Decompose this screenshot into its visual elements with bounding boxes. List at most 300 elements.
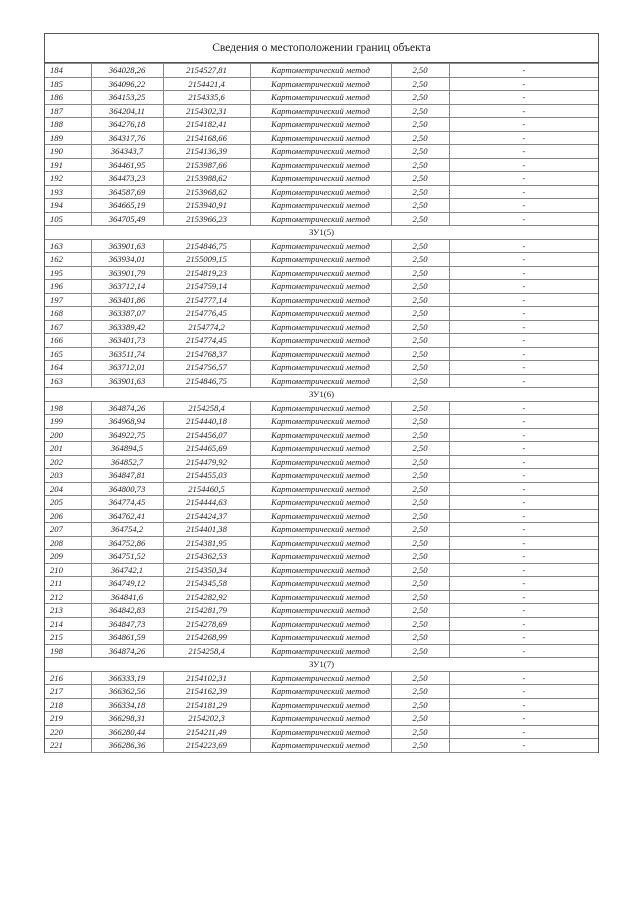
note-cell: - xyxy=(449,536,598,550)
point-number-cell: 208 xyxy=(45,536,91,550)
coord-x-cell: 363401,86 xyxy=(91,293,163,307)
point-number-cell: 165 xyxy=(45,347,91,361)
method-cell: Картометрический метод xyxy=(250,280,391,294)
coord-y-cell: 2153988,62 xyxy=(163,172,250,186)
table-row xyxy=(45,698,598,712)
coord-x-cell: 366334,18 xyxy=(91,698,163,712)
table-row xyxy=(45,118,598,132)
note-cell: - xyxy=(449,617,598,631)
coord-x-cell: 364762,41 xyxy=(91,509,163,523)
method-cell: Картометрический метод xyxy=(250,320,391,334)
note-cell: - xyxy=(449,199,598,213)
coord-y-cell: 2154465,69 xyxy=(163,442,250,456)
accuracy-cell: 2,50 xyxy=(391,482,449,496)
method-cell: Картометрический метод xyxy=(250,671,391,685)
coord-y-cell: 2154768,37 xyxy=(163,347,250,361)
note-cell: - xyxy=(449,293,598,307)
point-number-cell: 203 xyxy=(45,469,91,483)
coord-x-cell: 363901,63 xyxy=(91,374,163,388)
method-cell: Картометрический метод xyxy=(250,361,391,375)
coord-y-cell: 2154401,38 xyxy=(163,523,250,537)
note-cell: - xyxy=(449,172,598,186)
point-number-cell: 198 xyxy=(45,644,91,658)
point-number-cell: 221 xyxy=(45,739,91,753)
note-cell: - xyxy=(449,496,598,510)
point-number-cell: 204 xyxy=(45,482,91,496)
coord-y-cell: 2154258,4 xyxy=(163,401,250,415)
note-cell: - xyxy=(449,64,598,78)
note-cell: - xyxy=(449,469,598,483)
method-cell: Картометрический метод xyxy=(250,496,391,510)
coord-y-cell: 2154162,39 xyxy=(163,685,250,699)
method-cell: Картометрический метод xyxy=(250,617,391,631)
note-cell: - xyxy=(449,604,598,618)
table-row xyxy=(45,64,598,78)
method-cell: Картометрический метод xyxy=(250,172,391,186)
coord-y-cell: 2154258,4 xyxy=(163,644,250,658)
note-cell: - xyxy=(449,415,598,429)
point-number-cell: 213 xyxy=(45,604,91,618)
section-label: ЗУ1(6) xyxy=(45,388,598,402)
method-cell: Картометрический метод xyxy=(250,698,391,712)
coord-x-cell: 364153,25 xyxy=(91,91,163,105)
point-number-cell: 197 xyxy=(45,293,91,307)
accuracy-cell: 2,50 xyxy=(391,307,449,321)
coord-x-cell: 363901,79 xyxy=(91,266,163,280)
point-number-cell: 168 xyxy=(45,307,91,321)
accuracy-cell: 2,50 xyxy=(391,118,449,132)
method-cell: Картометрический метод xyxy=(250,239,391,253)
accuracy-cell: 2,50 xyxy=(391,577,449,591)
method-cell: Картометрический метод xyxy=(250,442,391,456)
table-row xyxy=(45,374,598,388)
table-row xyxy=(45,550,598,564)
point-number-cell: 199 xyxy=(45,415,91,429)
coord-y-cell: 2154846,75 xyxy=(163,374,250,388)
coord-x-cell: 364852,7 xyxy=(91,455,163,469)
accuracy-cell: 2,50 xyxy=(391,739,449,753)
note-cell: - xyxy=(449,739,598,753)
coord-y-cell: 2154182,41 xyxy=(163,118,250,132)
table-row xyxy=(45,401,598,415)
table-row xyxy=(45,185,598,199)
accuracy-cell: 2,50 xyxy=(391,185,449,199)
point-number-cell: 198 xyxy=(45,401,91,415)
accuracy-cell: 2,50 xyxy=(391,212,449,226)
accuracy-cell: 2,50 xyxy=(391,104,449,118)
note-cell: - xyxy=(449,725,598,739)
note-cell: - xyxy=(449,712,598,726)
table-row xyxy=(45,77,598,91)
accuracy-cell: 2,50 xyxy=(391,293,449,307)
table-row xyxy=(45,644,598,658)
method-cell: Картометрический метод xyxy=(250,334,391,348)
accuracy-cell: 2,50 xyxy=(391,77,449,91)
coord-x-cell: 364317,76 xyxy=(91,131,163,145)
coord-y-cell: 2154281,79 xyxy=(163,604,250,618)
point-number-cell: 212 xyxy=(45,590,91,604)
accuracy-cell: 2,50 xyxy=(391,374,449,388)
coord-x-cell: 363389,42 xyxy=(91,320,163,334)
note-cell: - xyxy=(449,455,598,469)
section-label: ЗУ1(5) xyxy=(45,226,598,240)
point-number-cell: 185 xyxy=(45,77,91,91)
method-cell: Картометрический метод xyxy=(250,158,391,172)
coord-x-cell: 364842,83 xyxy=(91,604,163,618)
point-number-cell: 214 xyxy=(45,617,91,631)
coord-x-cell: 364461,95 xyxy=(91,158,163,172)
accuracy-cell: 2,50 xyxy=(391,428,449,442)
method-cell: Картометрический метод xyxy=(250,455,391,469)
point-number-cell: 219 xyxy=(45,712,91,726)
coord-y-cell: 2154102,31 xyxy=(163,671,250,685)
accuracy-cell: 2,50 xyxy=(391,536,449,550)
coord-y-cell: 2154424,37 xyxy=(163,509,250,523)
note-cell: - xyxy=(449,685,598,699)
accuracy-cell: 2,50 xyxy=(391,617,449,631)
coord-y-cell: 2153940,91 xyxy=(163,199,250,213)
table-row xyxy=(45,104,598,118)
method-cell: Картометрический метод xyxy=(250,482,391,496)
table-row xyxy=(45,415,598,429)
note-cell: - xyxy=(449,482,598,496)
method-cell: Картометрический метод xyxy=(250,428,391,442)
point-number-cell: 186 xyxy=(45,91,91,105)
accuracy-cell: 2,50 xyxy=(391,280,449,294)
point-number-cell: 206 xyxy=(45,509,91,523)
coord-y-cell: 2154819,23 xyxy=(163,266,250,280)
accuracy-cell: 2,50 xyxy=(391,644,449,658)
coord-y-cell: 2154456,07 xyxy=(163,428,250,442)
coord-y-cell: 2154302,31 xyxy=(163,104,250,118)
method-cell: Картометрический метод xyxy=(250,212,391,226)
coord-x-cell: 364847,73 xyxy=(91,617,163,631)
coord-x-cell: 364841,6 xyxy=(91,590,163,604)
note-cell: - xyxy=(449,550,598,564)
accuracy-cell: 2,50 xyxy=(391,455,449,469)
note-cell: - xyxy=(449,563,598,577)
point-number-cell: 193 xyxy=(45,185,91,199)
point-number-cell: 163 xyxy=(45,374,91,388)
table-row xyxy=(45,496,598,510)
accuracy-cell: 2,50 xyxy=(391,469,449,483)
point-number-cell: 166 xyxy=(45,334,91,348)
method-cell: Картометрический метод xyxy=(250,509,391,523)
boundary-table xyxy=(45,63,598,753)
coord-y-cell: 2153987,66 xyxy=(163,158,250,172)
table-row xyxy=(45,590,598,604)
coord-x-cell: 364665,19 xyxy=(91,199,163,213)
method-cell: Картометрический метод xyxy=(250,415,391,429)
point-number-cell: 195 xyxy=(45,266,91,280)
table-row xyxy=(45,293,598,307)
accuracy-cell: 2,50 xyxy=(391,239,449,253)
coord-x-cell: 364861,59 xyxy=(91,631,163,645)
coord-y-cell: 2154527,81 xyxy=(163,64,250,78)
table-row xyxy=(45,442,598,456)
coord-y-cell: 2154211,49 xyxy=(163,725,250,739)
point-number-cell: 220 xyxy=(45,725,91,739)
coord-x-cell: 366298,31 xyxy=(91,712,163,726)
accuracy-cell: 2,50 xyxy=(391,158,449,172)
table-row xyxy=(45,334,598,348)
coord-y-cell: 2154223,69 xyxy=(163,739,250,753)
coord-y-cell: 2154278,69 xyxy=(163,617,250,631)
method-cell: Картометрический метод xyxy=(250,739,391,753)
accuracy-cell: 2,50 xyxy=(391,199,449,213)
table-row xyxy=(45,253,598,267)
note-cell: - xyxy=(449,644,598,658)
point-number-cell: 162 xyxy=(45,253,91,267)
table-row xyxy=(45,685,598,699)
point-number-cell: 189 xyxy=(45,131,91,145)
point-number-cell: 210 xyxy=(45,563,91,577)
coord-x-cell: 364922,75 xyxy=(91,428,163,442)
table-row xyxy=(45,199,598,213)
point-number-cell: 187 xyxy=(45,104,91,118)
coord-y-cell: 2154756,57 xyxy=(163,361,250,375)
table-row xyxy=(45,739,598,753)
method-cell: Картометрический метод xyxy=(250,685,391,699)
note-cell: - xyxy=(449,334,598,348)
point-number-cell: 105 xyxy=(45,212,91,226)
boundary-table-body xyxy=(45,64,598,753)
coord-x-cell: 363712,01 xyxy=(91,361,163,375)
coord-x-cell: 364343,7 xyxy=(91,145,163,159)
note-cell: - xyxy=(449,428,598,442)
point-number-cell: 167 xyxy=(45,320,91,334)
method-cell: Картометрический метод xyxy=(250,145,391,159)
note-cell: - xyxy=(449,509,598,523)
point-number-cell: 209 xyxy=(45,550,91,564)
method-cell: Картометрический метод xyxy=(250,469,391,483)
coord-x-cell: 366362,56 xyxy=(91,685,163,699)
method-cell: Картометрический метод xyxy=(250,725,391,739)
coord-y-cell: 2154335,6 xyxy=(163,91,250,105)
accuracy-cell: 2,50 xyxy=(391,685,449,699)
note-cell: - xyxy=(449,307,598,321)
accuracy-cell: 2,50 xyxy=(391,550,449,564)
coord-y-cell: 2154136,39 xyxy=(163,145,250,159)
method-cell: Картометрический метод xyxy=(250,577,391,591)
coord-y-cell: 2154421,4 xyxy=(163,77,250,91)
coord-y-cell: 2154350,34 xyxy=(163,563,250,577)
coord-x-cell: 364096,22 xyxy=(91,77,163,91)
method-cell: Картометрический метод xyxy=(250,374,391,388)
accuracy-cell: 2,50 xyxy=(391,590,449,604)
table-row xyxy=(45,509,598,523)
method-cell: Картометрический метод xyxy=(250,104,391,118)
point-number-cell: 216 xyxy=(45,671,91,685)
coord-x-cell: 364204,11 xyxy=(91,104,163,118)
coord-x-cell: 366286,36 xyxy=(91,739,163,753)
coord-x-cell: 363401,73 xyxy=(91,334,163,348)
note-cell: - xyxy=(449,145,598,159)
coord-x-cell: 364276,18 xyxy=(91,118,163,132)
coord-y-cell: 2154460,5 xyxy=(163,482,250,496)
coord-x-cell: 364774,45 xyxy=(91,496,163,510)
table-row xyxy=(45,604,598,618)
point-number-cell: 202 xyxy=(45,455,91,469)
coord-y-cell: 2153968,62 xyxy=(163,185,250,199)
section-header-row xyxy=(45,388,598,402)
table-row xyxy=(45,482,598,496)
accuracy-cell: 2,50 xyxy=(391,361,449,375)
accuracy-cell: 2,50 xyxy=(391,347,449,361)
method-cell: Картометрический метод xyxy=(250,253,391,267)
accuracy-cell: 2,50 xyxy=(391,509,449,523)
accuracy-cell: 2,50 xyxy=(391,131,449,145)
table-row xyxy=(45,172,598,186)
coord-y-cell: 2153966,23 xyxy=(163,212,250,226)
accuracy-cell: 2,50 xyxy=(391,253,449,267)
method-cell: Картометрический метод xyxy=(250,644,391,658)
accuracy-cell: 2,50 xyxy=(391,712,449,726)
accuracy-cell: 2,50 xyxy=(391,145,449,159)
coord-y-cell: 2154440,18 xyxy=(163,415,250,429)
point-number-cell: 211 xyxy=(45,577,91,591)
table-row xyxy=(45,266,598,280)
coord-x-cell: 364742,1 xyxy=(91,563,163,577)
point-number-cell: 192 xyxy=(45,172,91,186)
accuracy-cell: 2,50 xyxy=(391,415,449,429)
table-row xyxy=(45,428,598,442)
point-number-cell: 191 xyxy=(45,158,91,172)
point-number-cell: 215 xyxy=(45,631,91,645)
accuracy-cell: 2,50 xyxy=(391,725,449,739)
method-cell: Картометрический метод xyxy=(250,712,391,726)
note-cell: - xyxy=(449,401,598,415)
document-title: Сведения о местоположении границ объекта xyxy=(45,34,598,63)
point-number-cell: 164 xyxy=(45,361,91,375)
method-cell: Картометрический метод xyxy=(250,91,391,105)
coord-x-cell: 363511,74 xyxy=(91,347,163,361)
note-cell: - xyxy=(449,77,598,91)
point-number-cell: 190 xyxy=(45,145,91,159)
accuracy-cell: 2,50 xyxy=(391,401,449,415)
table-row xyxy=(45,212,598,226)
point-number-cell: 194 xyxy=(45,199,91,213)
accuracy-cell: 2,50 xyxy=(391,604,449,618)
coord-x-cell: 363387,07 xyxy=(91,307,163,321)
point-number-cell: 205 xyxy=(45,496,91,510)
note-cell: - xyxy=(449,631,598,645)
note-cell: - xyxy=(449,590,598,604)
accuracy-cell: 2,50 xyxy=(391,172,449,186)
method-cell: Картометрический метод xyxy=(250,550,391,564)
section-label: ЗУ1(7) xyxy=(45,658,598,672)
table-row xyxy=(45,712,598,726)
note-cell: - xyxy=(449,212,598,226)
note-cell: - xyxy=(449,442,598,456)
method-cell: Картометрический метод xyxy=(250,64,391,78)
coord-y-cell: 2154362,53 xyxy=(163,550,250,564)
table-row xyxy=(45,536,598,550)
method-cell: Картометрический метод xyxy=(250,185,391,199)
coord-x-cell: 363712,14 xyxy=(91,280,163,294)
coord-y-cell: 2154776,45 xyxy=(163,307,250,321)
method-cell: Картометрический метод xyxy=(250,347,391,361)
table-row xyxy=(45,617,598,631)
table-row xyxy=(45,361,598,375)
accuracy-cell: 2,50 xyxy=(391,442,449,456)
accuracy-cell: 2,50 xyxy=(391,698,449,712)
coord-y-cell: 2154846,75 xyxy=(163,239,250,253)
method-cell: Картометрический метод xyxy=(250,631,391,645)
coord-x-cell: 364749,12 xyxy=(91,577,163,591)
accuracy-cell: 2,50 xyxy=(391,496,449,510)
note-cell: - xyxy=(449,239,598,253)
note-cell: - xyxy=(449,185,598,199)
accuracy-cell: 2,50 xyxy=(391,523,449,537)
table-row xyxy=(45,577,598,591)
section-header-row xyxy=(45,658,598,672)
coord-y-cell: 2154381,95 xyxy=(163,536,250,550)
note-cell: - xyxy=(449,266,598,280)
method-cell: Картометрический метод xyxy=(250,118,391,132)
note-cell: - xyxy=(449,320,598,334)
coord-y-cell: 2154268,99 xyxy=(163,631,250,645)
method-cell: Картометрический метод xyxy=(250,266,391,280)
table-row xyxy=(45,131,598,145)
note-cell: - xyxy=(449,361,598,375)
accuracy-cell: 2,50 xyxy=(391,91,449,105)
note-cell: - xyxy=(449,347,598,361)
accuracy-cell: 2,50 xyxy=(391,671,449,685)
coord-y-cell: 2154455,03 xyxy=(163,469,250,483)
coord-y-cell: 2154181,29 xyxy=(163,698,250,712)
table-row xyxy=(45,239,598,253)
accuracy-cell: 2,50 xyxy=(391,563,449,577)
coord-y-cell: 2154774,2 xyxy=(163,320,250,334)
coord-y-cell: 2154479,92 xyxy=(163,455,250,469)
note-cell: - xyxy=(449,91,598,105)
coord-x-cell: 364874,26 xyxy=(91,401,163,415)
method-cell: Картометрический метод xyxy=(250,293,391,307)
table-row xyxy=(45,158,598,172)
point-number-cell: 217 xyxy=(45,685,91,699)
point-number-cell: 163 xyxy=(45,239,91,253)
point-number-cell: 184 xyxy=(45,64,91,78)
coord-x-cell: 364847,81 xyxy=(91,469,163,483)
note-cell: - xyxy=(449,523,598,537)
table-row xyxy=(45,91,598,105)
coord-x-cell: 364705,49 xyxy=(91,212,163,226)
coord-x-cell: 366333,19 xyxy=(91,671,163,685)
table-row xyxy=(45,280,598,294)
accuracy-cell: 2,50 xyxy=(391,334,449,348)
coord-y-cell: 2154282,92 xyxy=(163,590,250,604)
coord-x-cell: 363901,63 xyxy=(91,239,163,253)
table-row xyxy=(45,455,598,469)
note-cell: - xyxy=(449,577,598,591)
point-number-cell: 207 xyxy=(45,523,91,537)
coord-x-cell: 364968,94 xyxy=(91,415,163,429)
point-number-cell: 196 xyxy=(45,280,91,294)
coord-x-cell: 364473,23 xyxy=(91,172,163,186)
method-cell: Картометрический метод xyxy=(250,131,391,145)
coord-x-cell: 366280,44 xyxy=(91,725,163,739)
coord-x-cell: 363934,01 xyxy=(91,253,163,267)
note-cell: - xyxy=(449,374,598,388)
note-cell: - xyxy=(449,131,598,145)
accuracy-cell: 2,50 xyxy=(391,64,449,78)
table-row xyxy=(45,320,598,334)
table-row xyxy=(45,307,598,321)
coord-x-cell: 364028,26 xyxy=(91,64,163,78)
coord-y-cell: 2154345,58 xyxy=(163,577,250,591)
point-number-cell: 201 xyxy=(45,442,91,456)
